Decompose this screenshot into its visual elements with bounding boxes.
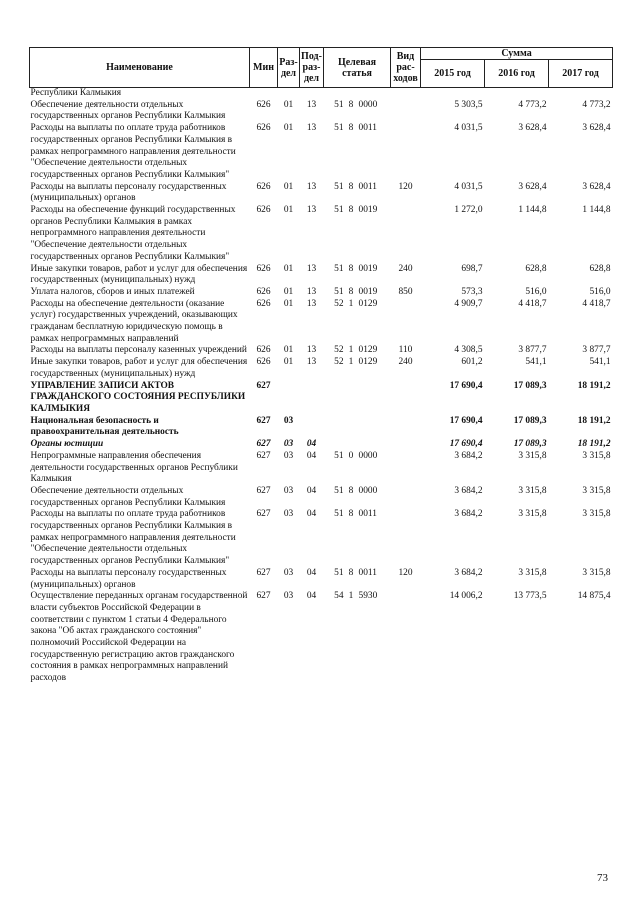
- row-sum-2016: 541,1: [525, 357, 547, 368]
- row-target-subprogram: [346, 416, 357, 439]
- row-target-program: 51: [334, 509, 344, 520]
- row-target-direction: 0129: [358, 357, 378, 368]
- row-expense-type: [391, 123, 421, 182]
- row-podrazdel: 13: [306, 345, 317, 356]
- row-min: 627: [256, 591, 271, 602]
- row-razdel: 01: [283, 298, 294, 309]
- row-sum-2017: 3 315,8: [582, 509, 611, 520]
- row-razdel: 01: [283, 205, 294, 216]
- row-expense-type: [391, 100, 421, 123]
- row-target-direction: 0000: [358, 99, 378, 110]
- row-name: Расходы на выплаты персоналу государственных (муниципальных) органов: [30, 181, 227, 204]
- row-target-subprogram: 8: [348, 567, 354, 578]
- row-target-subprogram: 8: [348, 509, 354, 520]
- header-target: Целевая статья: [324, 48, 391, 88]
- row-podrazdel: 04: [306, 509, 317, 520]
- row-sum-2017: 3 315,8: [582, 567, 611, 578]
- table-row: [30, 381, 613, 416]
- row-target-subprogram: 1: [348, 298, 354, 309]
- row-min: 626: [256, 99, 271, 110]
- row-min: 626: [256, 263, 271, 274]
- row-target-program: [324, 88, 346, 100]
- row-sum-2015: 3 684,2: [454, 567, 483, 578]
- row-sum-2016: 4 418,7: [518, 298, 547, 309]
- row-sum-2016: 3 315,8: [518, 485, 547, 496]
- row-min: 627: [256, 415, 271, 426]
- table-row: [30, 568, 613, 591]
- row-sum-2016: 17 089,3: [513, 380, 547, 391]
- row-sum-2016: 3 877,7: [518, 345, 547, 356]
- row-target-direction: 0011: [358, 181, 377, 192]
- row-razdel: 03: [283, 591, 294, 602]
- row-razdel: [278, 88, 300, 100]
- row-sum-2015: 601,2: [461, 357, 483, 368]
- row-sum-2016: 3 315,8: [518, 567, 547, 578]
- row-expense-type: 240: [398, 263, 413, 274]
- row-sum-2017: 516,0: [589, 286, 611, 297]
- row-razdel: 01: [283, 123, 294, 134]
- row-target-program: 51: [334, 567, 344, 578]
- row-sum-2016: 17 089,3: [513, 415, 547, 426]
- budget-table-sheet: [29, 47, 612, 685]
- row-sum-2015: 4 308,5: [454, 345, 483, 356]
- row-sum-2015: 3 684,2: [454, 509, 483, 520]
- row-podrazdel: [300, 416, 324, 439]
- row-target-direction: [357, 381, 391, 416]
- row-sum-2016: 3 628,4: [518, 181, 547, 192]
- row-podrazdel: 04: [306, 591, 317, 602]
- row-min: 626: [256, 357, 271, 368]
- row-sum-2017: 18 191,2: [577, 415, 611, 426]
- row-target-program: 51: [334, 485, 344, 496]
- row-name: Расходы на обеспечение деятельности (оказание услуг) государственных учреждений, оказывающих гражданам бесплатную юридическую помощь в рамках непрограммных направлений: [30, 298, 238, 344]
- budget-table: [29, 47, 613, 685]
- row-target-direction: [357, 416, 391, 439]
- row-name: Расходы на выплаты персоналу государственных (муниципальных) органов: [30, 567, 227, 590]
- row-sum-2017: 541,1: [589, 357, 611, 368]
- row-min: 626: [256, 205, 271, 216]
- row-sum-2016: 3 315,8: [518, 450, 547, 461]
- row-sum-2016: 628,8: [525, 263, 547, 274]
- header-vid: Вид рас-ходов: [391, 48, 421, 88]
- row-podrazdel: 04: [306, 485, 317, 496]
- row-target-program: 54: [334, 591, 344, 602]
- table-row: [30, 345, 613, 357]
- row-expense-type: [391, 486, 421, 509]
- row-name: Обеспечение деятельности отдельных государственных органов Республики Калмыкия: [30, 99, 226, 122]
- row-razdel: 03: [283, 439, 294, 450]
- row-min: 626: [256, 181, 271, 192]
- table-row: [30, 591, 613, 685]
- row-expense-type: 240: [398, 357, 413, 368]
- row-expense-type: 110: [398, 345, 413, 356]
- row-target-subprogram: 8: [348, 205, 354, 216]
- table-row: [30, 100, 613, 123]
- row-sum-2015: 17 690,4: [449, 380, 483, 391]
- row-sum-2015: 4 031,5: [454, 123, 483, 134]
- header-razdel: Раз-дел: [278, 48, 300, 88]
- row-target-subprogram: [346, 439, 357, 451]
- row-sum-2017: 1 144,8: [582, 205, 611, 216]
- row-razdel: 03: [283, 567, 294, 578]
- row-podrazdel: 13: [306, 181, 317, 192]
- row-target-subprogram: 1: [348, 591, 354, 602]
- row-podrazdel: 04: [306, 439, 317, 450]
- row-min: 626: [256, 345, 271, 356]
- table-row: [30, 486, 613, 509]
- table-row: [30, 299, 613, 346]
- row-sum-2016: 13 773,5: [513, 591, 547, 602]
- table-row: [30, 182, 613, 205]
- row-expense-type: [391, 416, 421, 439]
- row-min: 627: [256, 439, 271, 450]
- row-expense-type: 120: [398, 181, 413, 192]
- row-name: Расходы на обеспечение функций государственных органов Республики Калмыкия в рамках непрограммного направления деятельности "Обеспечение деятельности отдельных государственных органов Республики Калмыкия": [30, 205, 236, 262]
- row-min: 627: [256, 567, 271, 578]
- row-target-program: 51: [334, 205, 344, 216]
- table-row: [30, 509, 613, 568]
- row-target-program: [324, 439, 346, 451]
- row-razdel: 03: [283, 450, 294, 461]
- row-expense-type: [391, 451, 421, 486]
- header-year-2016: 2016 год: [485, 60, 549, 88]
- table-row: [30, 264, 613, 287]
- row-sum-2015: 17 690,4: [449, 439, 483, 450]
- row-podrazdel: 04: [306, 567, 317, 578]
- row-min: 627: [256, 380, 271, 391]
- table-row: [30, 451, 613, 486]
- row-expense-type: [391, 299, 421, 346]
- row-target-program: [324, 381, 346, 416]
- row-podrazdel: [300, 381, 324, 416]
- row-name: Расходы на выплаты персоналу казенных учреждений: [30, 345, 247, 356]
- row-target-subprogram: 8: [348, 123, 354, 134]
- row-target-direction: 0019: [358, 263, 378, 274]
- row-min: 626: [256, 123, 271, 134]
- row-sum-2015: 4 031,5: [454, 181, 483, 192]
- row-name: УПРАВЛЕНИЕ ЗАПИСИ АКТОВ ГРАЖДАНСКОГО СОСТОЯНИЯ РЕСПУБЛИКИ КАЛМЫКИЯ: [30, 380, 246, 414]
- row-name: Иные закупки товаров, работ и услуг для обеспечения государственных (муниципальных) нужд: [30, 263, 248, 286]
- row-target-program: 51: [334, 99, 344, 110]
- row-target-direction: 0019: [358, 286, 378, 297]
- row-target-program: [324, 416, 346, 439]
- table-body: [30, 88, 613, 685]
- row-expense-type: [391, 381, 421, 416]
- row-target-direction: 0011: [358, 509, 377, 520]
- row-razdel: 01: [283, 181, 294, 192]
- row-name: Осуществление переданных органам государственной власти субъектов Российской Федерации в соответствии с пунктом 1 статьи 4 Федерального закона "Об актах гражданского состояния" полномочий Российской Федерации на государственную регистрацию актов гражданского состояния в рамках непрограммных направлений расходов: [30, 591, 248, 684]
- header-name: Наименование: [30, 48, 250, 88]
- row-min: 626: [256, 286, 271, 297]
- row-razdel: 01: [283, 263, 294, 274]
- row-sum-2017: 18 191,2: [577, 380, 611, 391]
- row-sum-2015: 3 684,2: [454, 450, 483, 461]
- row-expense-type: [391, 509, 421, 568]
- row-name: Расходы на выплаты по оплате труда работников государственных органов Республики Калмыкия в рамках непрограммного направления деятельности "Обеспечение деятельности отдельных государственных органов Республики Калмыкия": [30, 123, 236, 180]
- row-expense-type: [391, 205, 421, 264]
- row-razdel: 01: [283, 99, 294, 110]
- row-podrazdel: 13: [306, 263, 317, 274]
- row-target-direction: 5930: [358, 591, 378, 602]
- row-expense-type: [391, 439, 421, 451]
- row-sum-2016: 4 773,2: [518, 99, 547, 110]
- row-target-subprogram: 8: [348, 286, 354, 297]
- row-sum-2015: 5 303,5: [454, 99, 483, 110]
- row-sum-2017: 18 191,2: [577, 439, 611, 450]
- row-target-subprogram: 1: [348, 357, 354, 368]
- row-expense-type: 120: [398, 567, 413, 578]
- row-min: 627: [256, 450, 271, 461]
- row-name: Республики Калмыкия: [30, 88, 122, 98]
- row-razdel: 03: [283, 509, 294, 520]
- row-sum-2017: [549, 88, 613, 100]
- row-target-subprogram: [346, 381, 357, 416]
- row-expense-type: [391, 88, 421, 100]
- row-sum-2017: 4 773,2: [582, 99, 611, 110]
- row-sum-2016: 3 315,8: [518, 509, 547, 520]
- header-podrazdel: Под-раз-дел: [300, 48, 324, 88]
- row-target-direction: [357, 439, 391, 451]
- row-sum-2015: 17 690,4: [449, 415, 483, 426]
- row-name: Национальная безопасность и правоохранительная деятельность: [30, 415, 179, 438]
- row-sum-2017: 628,8: [589, 263, 611, 274]
- row-sum-2017: 3 877,7: [582, 345, 611, 356]
- row-target-subprogram: 1: [348, 345, 354, 356]
- row-razdel: 03: [283, 415, 294, 426]
- row-target-subprogram: 8: [348, 181, 354, 192]
- row-name: Расходы на выплаты по оплате труда работников государственных органов Республики Калмыкия в рамках непрограммного направления деятельности "Обеспечение деятельности отдельных государственных органов Республики Калмыкия": [30, 509, 236, 567]
- row-name: Иные закупки товаров, работ и услуг для обеспечения государственных (муниципальных) нужд: [30, 357, 248, 379]
- row-target-program: 51: [334, 263, 344, 274]
- row-razdel: 01: [283, 345, 294, 356]
- row-sum-2017: 4 418,7: [582, 298, 611, 309]
- row-sum-2015: 3 684,2: [454, 485, 483, 496]
- row-min: [250, 88, 278, 100]
- header-min: Мин: [250, 48, 278, 88]
- row-name: Обеспечение деятельности отдельных государственных органов Республики Калмыкия: [30, 485, 226, 508]
- row-name: Уплата налогов, сборов и иных платежей: [30, 286, 195, 297]
- row-target-direction: 0000: [358, 450, 378, 461]
- row-name: Непрограммные направления обеспечения деятельности государственных органов Республики Калмыкия: [30, 450, 238, 485]
- row-target-direction: 0129: [358, 298, 378, 309]
- row-target-program: 51: [334, 181, 344, 192]
- row-podrazdel: 13: [306, 205, 317, 216]
- row-sum-2017: 3 628,4: [582, 123, 611, 134]
- row-target-direction: [357, 88, 391, 100]
- row-sum-2016: 3 628,4: [518, 123, 547, 134]
- table-row: [30, 439, 613, 451]
- row-sum-2015: 1 272,0: [454, 205, 483, 216]
- row-razdel: 03: [283, 485, 294, 496]
- row-target-direction: 0011: [358, 567, 377, 578]
- table-row: [30, 123, 613, 182]
- table-row: [30, 287, 613, 299]
- row-target-direction: 0019: [358, 205, 378, 216]
- row-podrazdel: 13: [306, 123, 317, 134]
- row-target-program: 52: [334, 357, 344, 368]
- row-target-subprogram: [346, 88, 357, 100]
- header-year-2015: 2015 год: [421, 60, 485, 88]
- row-sum-2017: 3 315,8: [582, 450, 611, 461]
- row-target-direction: 0000: [358, 485, 378, 496]
- header-sum: Сумма: [421, 48, 613, 60]
- row-sum-2017: 14 875,4: [577, 591, 611, 602]
- row-target-program: 51: [334, 286, 344, 297]
- row-podrazdel: 13: [306, 357, 317, 368]
- table-header: [30, 48, 613, 88]
- row-min: 626: [256, 298, 271, 309]
- row-podrazdel: 13: [306, 286, 317, 297]
- row-razdel: 01: [283, 357, 294, 368]
- row-sum-2015: [421, 88, 485, 100]
- row-min: 627: [256, 509, 271, 520]
- row-target-subprogram: 8: [348, 485, 354, 496]
- row-sum-2016: 516,0: [525, 286, 547, 297]
- row-podrazdel: 13: [306, 99, 317, 110]
- table-row: [30, 416, 613, 439]
- row-sum-2015: 573,3: [461, 286, 483, 297]
- row-expense-type: [391, 591, 421, 685]
- row-sum-2015: 4 909,7: [454, 298, 483, 309]
- row-sum-2016: 17 089,3: [513, 439, 547, 450]
- table-row: [30, 357, 613, 380]
- row-sum-2016: [485, 88, 549, 100]
- header-year-2017: 2017 год: [549, 60, 613, 88]
- table-row: [30, 88, 613, 100]
- row-target-program: 52: [334, 345, 344, 356]
- page-number: 73: [597, 872, 608, 884]
- row-sum-2015: 698,7: [461, 263, 483, 274]
- row-sum-2017: 3 628,4: [582, 181, 611, 192]
- row-razdel: [278, 381, 300, 416]
- row-target-program: 51: [334, 123, 344, 134]
- row-podrazdel: [300, 88, 324, 100]
- row-sum-2017: 3 315,8: [582, 485, 611, 496]
- row-sum-2016: 1 144,8: [518, 205, 547, 216]
- row-podrazdel: 04: [306, 450, 317, 461]
- row-target-program: 52: [334, 298, 344, 309]
- row-target-direction: 0129: [358, 345, 378, 356]
- table-row: [30, 205, 613, 264]
- row-expense-type: 850: [398, 286, 413, 297]
- row-target-subprogram: 0: [348, 450, 354, 461]
- row-target-direction: 0011: [358, 123, 377, 134]
- row-sum-2015: 14 006,2: [449, 591, 483, 602]
- row-name: Органы юстиции: [30, 439, 104, 450]
- row-target-subprogram: 8: [348, 263, 354, 274]
- row-razdel: 01: [283, 286, 294, 297]
- row-min: 627: [256, 485, 271, 496]
- row-target-subprogram: 8: [348, 99, 354, 110]
- row-target-program: 51: [334, 450, 344, 461]
- row-podrazdel: 13: [306, 298, 317, 309]
